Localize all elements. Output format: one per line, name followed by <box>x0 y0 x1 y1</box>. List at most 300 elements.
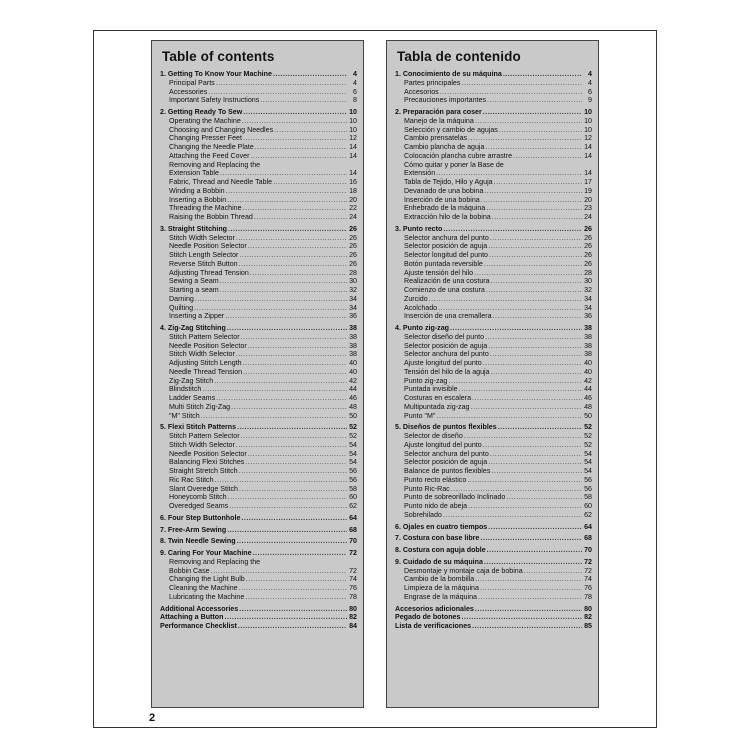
toc-heading <box>160 514 357 523</box>
dot-leader <box>241 514 347 523</box>
toc-entry-text: Balance de puntos flexibles <box>404 467 491 475</box>
dot-leader <box>461 613 582 622</box>
toc-entry <box>395 304 592 313</box>
toc-entry-text: Ladder Seams <box>169 394 216 402</box>
dot-leader <box>216 79 347 88</box>
toc-page-number: 38 <box>584 332 592 341</box>
dot-leader <box>491 277 582 286</box>
toc-heading <box>160 423 357 432</box>
toc-entry <box>395 458 592 467</box>
toc-entry-text: Selección y cambio de agujas <box>404 125 498 134</box>
toc-entry-text: 3. Straight Stitching <box>160 224 227 233</box>
toc-page-number: 68 <box>349 525 357 534</box>
toc-page-number: 85 <box>584 622 592 630</box>
toc-panel-english <box>151 40 364 708</box>
toc-page-number: 4 <box>588 78 592 87</box>
toc-entry-text: Cambio plancha de aguja <box>404 143 485 151</box>
dot-leader <box>485 333 582 342</box>
toc-entry <box>395 476 592 485</box>
toc-entry <box>395 593 592 602</box>
toc-page-number: 20 <box>584 195 592 204</box>
toc-entry-text: Stitch Width Selector <box>169 350 235 359</box>
toc-page-number: 42 <box>584 376 592 385</box>
dot-leader <box>255 143 347 152</box>
toc-entry-text: Cómo quitar y poner la Base de <box>404 160 504 169</box>
toc-entry-text: Multi Stitch Zig-Zag <box>169 402 231 411</box>
dot-leader <box>248 242 347 251</box>
toc-entry <box>160 234 357 243</box>
dot-leader <box>239 605 347 614</box>
toc-entry <box>160 169 357 178</box>
toc-entry <box>395 450 592 459</box>
toc-entry <box>395 126 592 135</box>
toc-section <box>395 546 592 555</box>
dot-leader <box>451 485 582 494</box>
toc-page-number: 82 <box>584 613 592 622</box>
toc-entry-text: 5. Flexi Stitch Patterns <box>160 423 237 432</box>
dot-leader <box>216 394 347 403</box>
toc-page-number: 38 <box>349 332 357 341</box>
toc-entry-text: Operating the Machine <box>169 116 241 125</box>
toc-heading <box>160 537 357 546</box>
toc-entry-text: Honeycomb Stitch <box>169 493 227 502</box>
toc-heading <box>160 622 357 631</box>
toc-entry-text: Stitch Width Selector <box>169 440 235 449</box>
dot-leader <box>273 70 347 79</box>
dot-leader <box>236 441 347 450</box>
toc-entry <box>395 169 592 178</box>
toc-entry <box>160 385 357 394</box>
dot-leader <box>250 269 347 278</box>
toc-entry-text: Additional Accessories <box>160 604 239 613</box>
toc-entry-text: Cleaning the Machine <box>169 584 238 592</box>
dot-leader <box>464 432 582 441</box>
toc-entry-text: Punto zig-zag <box>404 376 448 385</box>
dot-leader <box>488 523 582 532</box>
toc-entry <box>160 260 357 269</box>
toc-entry <box>160 412 357 421</box>
toc-entry <box>160 394 357 403</box>
toc-section <box>395 70 592 105</box>
toc-entry <box>160 196 357 205</box>
toc-entry <box>395 260 592 269</box>
toc-page-number: 62 <box>584 510 592 519</box>
toc-entry <box>160 441 357 450</box>
toc-entry <box>160 593 357 602</box>
toc-page-number: 30 <box>584 277 592 286</box>
toc-page-number: 54 <box>349 440 357 449</box>
toc-entry <box>395 251 592 260</box>
toc-heading <box>395 324 592 333</box>
toc-entry-text: Inserción de una cremallera <box>404 312 492 321</box>
toc-entry <box>395 152 592 161</box>
dot-leader <box>475 575 582 584</box>
dot-leader <box>248 342 347 351</box>
dot-leader <box>489 251 582 260</box>
toc-entry <box>395 502 592 511</box>
toc-entry-text: Choosing and Changing Needles <box>169 125 274 134</box>
dot-leader <box>490 234 582 243</box>
toc-entry-text: 6. Ojales en cuatro tiempos <box>395 522 488 531</box>
toc-entry-text: Limpieza de la máquina <box>404 584 479 592</box>
dot-leader <box>238 622 347 631</box>
dot-leader <box>237 537 347 546</box>
dot-leader <box>472 622 582 631</box>
toc-page-number: 78 <box>584 592 592 601</box>
dot-leader <box>226 187 347 196</box>
toc-entry <box>160 213 357 222</box>
toc-entry <box>160 368 357 377</box>
toc-entry-text: Changing the Needle Plate <box>169 143 254 151</box>
toc-entry <box>160 493 357 502</box>
dot-leader <box>488 242 582 251</box>
toc-page-number: 60 <box>584 502 592 510</box>
toc-entry <box>160 143 357 152</box>
toc-page-number: 54 <box>349 449 357 458</box>
toc-entry <box>160 312 357 321</box>
dot-leader <box>436 412 582 421</box>
toc-entry-text: Selector longitud del punto <box>404 251 489 259</box>
toc-page-number: 26 <box>584 242 592 251</box>
toc-page-number: 54 <box>584 458 592 467</box>
toc-entry <box>395 117 592 126</box>
toc-entry-text: Enhebrado de la máquina <box>404 204 486 213</box>
toc-entry <box>395 295 592 304</box>
toc-entry-text: Selector anchura del punto <box>404 449 489 458</box>
toc-entry <box>160 584 357 593</box>
toc-entry <box>395 350 592 359</box>
dot-leader <box>273 178 347 187</box>
toc-page-number: 34 <box>584 294 592 303</box>
toc-entry-text: Extracción hilo de la bobina <box>404 213 491 221</box>
toc-entry <box>395 333 592 342</box>
toc-entry <box>395 432 592 441</box>
toc-page-number: 34 <box>349 294 357 303</box>
toc-page-number: 74 <box>349 575 357 584</box>
toc-entry-text: "M" Stitch <box>169 411 200 420</box>
toc-entry-text: Selector posición de aguja <box>404 458 488 467</box>
dot-leader <box>513 152 582 161</box>
dot-leader <box>485 143 582 152</box>
toc-entry <box>160 567 357 576</box>
dot-leader <box>246 575 347 584</box>
toc-page-number: 4 <box>353 78 357 87</box>
toc-entry-text: Blindstitch <box>169 385 202 394</box>
toc-page-number: 76 <box>584 584 592 592</box>
dot-leader <box>211 567 347 576</box>
toc-entry-text: Partes principales <box>404 78 461 87</box>
toc-page-number: 12 <box>349 134 357 143</box>
toc-entry-text: 2. Preparación para coser <box>395 108 482 116</box>
dot-leader <box>488 342 582 351</box>
toc-page-number: 72 <box>349 566 357 575</box>
dot-leader <box>524 567 582 576</box>
dot-leader <box>254 213 347 222</box>
toc-entry-text: Puntada invisible <box>404 385 458 394</box>
toc-page-number: 10 <box>584 116 592 125</box>
toc-entry-text: Changing Presser Feet <box>169 134 242 143</box>
toc-title-english: Table of contents <box>162 49 275 64</box>
dot-leader <box>243 359 347 368</box>
toc-entry <box>160 126 357 135</box>
toc-entry-text: Quilting <box>169 303 194 312</box>
dot-leader <box>490 350 582 359</box>
toc-heading <box>395 225 592 234</box>
toc-section <box>160 324 357 420</box>
toc-entry <box>395 394 592 403</box>
toc-entry-text: Punto nido de abeja <box>404 502 468 510</box>
toc-entry-text: Attaching the Feed Cover <box>169 151 250 160</box>
toc-page-number: 34 <box>349 303 357 312</box>
toc-entry-text: Lista de verificaciones <box>395 622 472 630</box>
toc-heading <box>160 225 357 234</box>
toc-entry-text: Costuras en escalera <box>404 394 472 402</box>
dot-leader <box>220 169 347 178</box>
toc-section <box>395 225 592 321</box>
toc-page-number: 14 <box>584 151 592 160</box>
toc-entry <box>160 178 357 187</box>
dot-leader <box>239 584 347 593</box>
toc-entry-text: Ric Rac Stitch <box>169 475 214 484</box>
toc-page-number: 24 <box>349 213 357 221</box>
dot-leader <box>436 169 582 178</box>
toc-entry-text: 2. Getting Ready To Sew <box>160 108 243 116</box>
toc-page-number: 78 <box>349 592 357 601</box>
dot-leader <box>250 152 347 161</box>
dot-leader <box>493 312 582 321</box>
toc-page-number: 40 <box>349 359 357 367</box>
toc-page-number: 46 <box>349 394 357 402</box>
toc-page-number: 38 <box>349 350 357 359</box>
dot-leader <box>459 385 582 394</box>
toc-page-number: 19 <box>584 186 592 195</box>
toc-entry-text: 7. Free-Arm Sewing <box>160 525 227 534</box>
toc-page-number: 82 <box>349 613 357 622</box>
toc-entry-text: Colocación plancha cubre arrastre <box>404 151 513 160</box>
toc-entry <box>160 485 357 494</box>
toc-page-number: 4 <box>353 70 357 78</box>
toc-section <box>160 537 357 546</box>
toc-entry-text: Straight Stretch Stitch <box>169 467 238 475</box>
toc-page-number: 54 <box>349 458 357 467</box>
toc-page-number: 58 <box>584 493 592 502</box>
toc-entry <box>395 88 592 97</box>
toc-entry-text: Selector posición de aguja <box>404 242 488 251</box>
toc-entry <box>395 187 592 196</box>
toc-entry <box>395 385 592 394</box>
toc-entry-text: Botón puntada reversible <box>404 259 483 268</box>
toc-page-number: 23 <box>584 204 592 213</box>
dot-leader <box>208 88 347 97</box>
toc-page-number: 56 <box>349 467 357 475</box>
toc-heading <box>160 108 357 117</box>
toc-entry-text: Lubricating the Machine <box>169 592 245 601</box>
toc-sections-spanish <box>395 70 592 631</box>
toc-entry <box>395 377 592 386</box>
dot-leader <box>490 450 582 459</box>
toc-entry-text: Needle Thread Tension <box>169 367 243 376</box>
toc-title-spanish: Tabla de contenido <box>397 49 521 64</box>
dot-leader <box>228 493 347 502</box>
toc-entry <box>160 377 357 386</box>
toc-page-number: 40 <box>349 367 357 376</box>
toc-entry-text: Removing and Replacing the <box>169 557 261 566</box>
toc-page-number: 28 <box>584 268 592 277</box>
toc-entry-text: Needle Position Selector <box>169 242 247 251</box>
toc-entry <box>395 134 592 143</box>
toc-entry-text: Ajuste tensión del hilo <box>404 268 474 277</box>
dot-leader <box>214 377 347 386</box>
dot-leader <box>486 286 582 295</box>
dot-leader <box>236 234 347 243</box>
toc-page-number: 30 <box>349 277 357 286</box>
toc-entry-text: Starting a seam <box>169 286 219 294</box>
toc-entry <box>395 403 592 412</box>
toc-heading <box>395 605 592 614</box>
toc-entry <box>160 79 357 88</box>
toc-page-number: 50 <box>584 411 592 420</box>
toc-page-number: 38 <box>584 324 592 332</box>
toc-entry-text: Zurcido <box>404 294 428 303</box>
toc-entry <box>395 567 592 576</box>
dot-leader <box>243 368 347 377</box>
toc-page-number: 44 <box>349 385 357 394</box>
toc-heading <box>160 526 357 535</box>
toc-entry-text: Selector anchura del punto <box>404 350 489 359</box>
toc-page-number: 28 <box>349 268 357 277</box>
toc-entry-text: Stitch Pattern Selector <box>169 432 240 440</box>
toc-entry <box>160 117 357 126</box>
toc-page-number: 32 <box>584 286 592 294</box>
toc-entry-text: Punto Ric-Rac <box>404 484 450 493</box>
toc-entry <box>160 359 357 368</box>
toc-heading <box>395 622 592 631</box>
dot-leader <box>481 196 582 205</box>
toc-page-number: 52 <box>584 423 592 432</box>
toc-entry-text: Balancing Flexi Stitches <box>169 458 245 467</box>
toc-heading <box>160 613 357 622</box>
toc-entry <box>160 575 357 584</box>
dot-leader <box>483 441 582 450</box>
toc-section <box>160 108 357 222</box>
toc-entry <box>160 333 357 342</box>
toc-entry <box>395 485 592 494</box>
toc-entry-text: Accesorios adicionales <box>395 604 474 613</box>
toc-entry-text: Stitch Length Selector <box>169 251 239 259</box>
dot-leader <box>503 70 582 79</box>
toc-page-number: 8 <box>353 96 357 105</box>
toc-entry-text: 1. Getting To Know Your Machine <box>160 70 272 78</box>
toc-entry <box>160 88 357 97</box>
toc-sections-english <box>160 70 357 631</box>
toc-entry-text: Devanado de una bobina <box>404 186 484 195</box>
toc-page-number: 84 <box>349 622 357 630</box>
toc-entry <box>160 502 357 511</box>
dot-leader <box>215 476 347 485</box>
toc-page-number: 10 <box>349 108 357 116</box>
toc-entry-text: Extension Table <box>169 169 219 178</box>
toc-page-number: 26 <box>349 224 357 233</box>
toc-page-number: 32 <box>349 286 357 294</box>
toc-entry-text: Threading the Machine <box>169 204 242 213</box>
toc-page-number: 26 <box>584 233 592 242</box>
toc-page-number: 26 <box>349 259 357 268</box>
toc-page-number: 64 <box>584 522 592 531</box>
toc-section <box>160 605 357 631</box>
dot-leader <box>231 403 347 412</box>
toc-page-number: 72 <box>584 557 592 566</box>
toc-entry-text: Extensión <box>404 169 436 178</box>
toc-heading <box>395 523 592 532</box>
toc-page-number: 34 <box>584 303 592 312</box>
dot-leader <box>443 511 582 520</box>
toc-section <box>160 423 357 511</box>
toc-entry-text: Attaching a Button <box>160 613 224 622</box>
toc-entry-text: Winding a Bobbin <box>169 186 225 195</box>
dot-leader <box>227 324 347 333</box>
dot-leader <box>480 534 582 543</box>
toc-page-number: 24 <box>584 213 592 221</box>
toc-entry-text: Fabric, Thread and Needle Table <box>169 178 273 186</box>
toc-entry <box>395 584 592 593</box>
toc-page-number: 56 <box>584 484 592 493</box>
toc-page-number: 46 <box>584 394 592 402</box>
toc-entry <box>395 234 592 243</box>
toc-entry <box>160 558 357 567</box>
dot-leader <box>443 225 582 234</box>
toc-entry-text: Sewing a Seam <box>169 277 219 286</box>
toc-heading <box>395 423 592 432</box>
toc-entry-text: Ajuste longitud del punto <box>404 440 482 449</box>
toc-entry-text: 9. Caring For Your Machine <box>160 549 252 557</box>
toc-page-number: 14 <box>584 169 592 178</box>
toc-entry <box>160 476 357 485</box>
toc-entry-text: Accessories <box>169 87 208 96</box>
dot-leader <box>492 213 582 222</box>
toc-entry-text: Zig-Zag Stitch <box>169 376 214 385</box>
toc-page-number: 16 <box>349 178 357 186</box>
dot-leader <box>220 286 347 295</box>
dot-leader <box>487 546 582 555</box>
toc-page-number: 52 <box>584 440 592 449</box>
dot-leader <box>487 96 582 105</box>
dot-leader <box>484 558 582 567</box>
toc-entry-text: Inserción de una bobina <box>404 195 480 204</box>
toc-entry-text: Stitch Pattern Selector <box>169 332 240 341</box>
toc-entry <box>160 403 357 412</box>
toc-entry <box>395 368 592 377</box>
toc-entry <box>160 304 357 313</box>
dot-leader <box>468 134 582 143</box>
toc-page-number: 20 <box>349 195 357 204</box>
toc-page-number: 40 <box>584 367 592 376</box>
dot-leader <box>228 225 347 234</box>
toc-entry <box>160 161 357 170</box>
toc-page-number: 80 <box>349 604 357 613</box>
toc-heading <box>160 605 357 614</box>
toc-entry <box>395 493 592 502</box>
toc-entry <box>395 412 592 421</box>
dot-leader <box>472 394 582 403</box>
toc-page-number: 52 <box>584 432 592 440</box>
dot-leader <box>484 187 582 196</box>
toc-page-number: 6 <box>353 87 357 96</box>
dot-leader <box>245 593 347 602</box>
toc-entry-text: 4. Zig-Zag Stitching <box>160 324 226 332</box>
dot-leader <box>470 403 582 412</box>
toc-entry-text: Slant Overedge Stitch <box>169 484 239 493</box>
dot-leader <box>236 350 347 359</box>
